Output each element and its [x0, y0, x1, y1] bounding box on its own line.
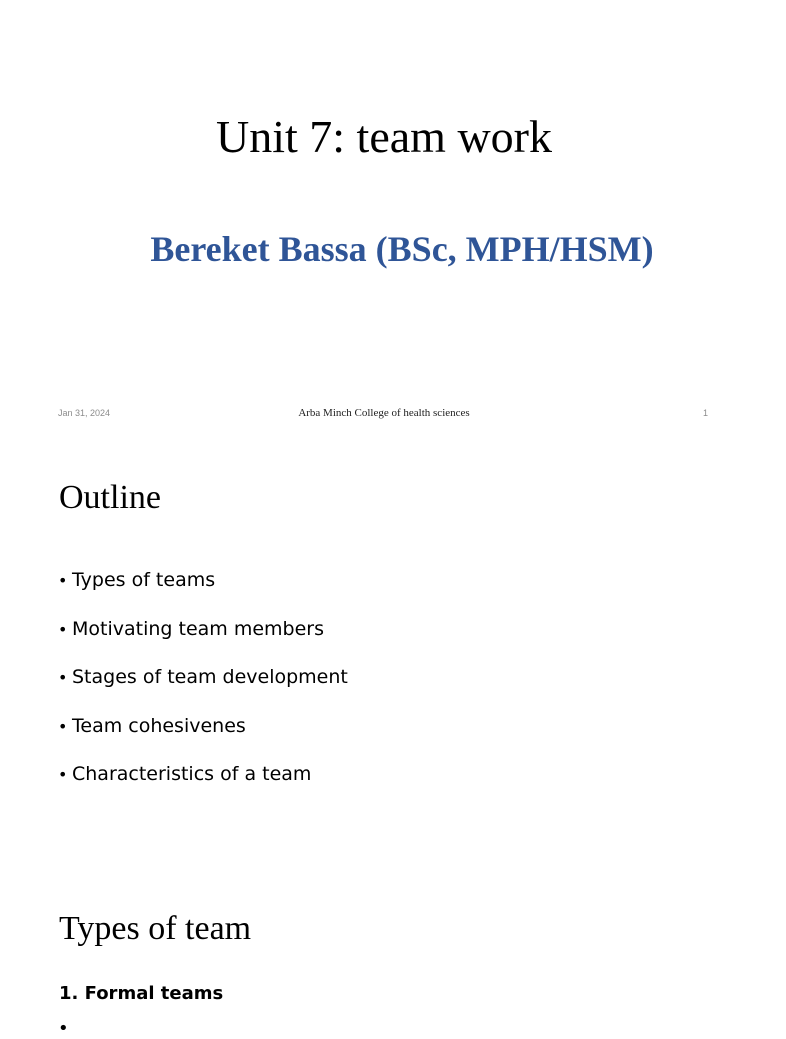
list-item-text: Motivating team members	[72, 617, 325, 640]
bullet-icon: •	[58, 765, 68, 784]
presenter-name: Bereket Bassa (BSc, MPH/HSM)	[150, 229, 654, 269]
footer-date: Jan 31, 2024	[58, 408, 111, 418]
truncated-line	[58, 1018, 69, 1039]
footer-page-number: 1	[703, 408, 709, 418]
bullet-icon: •	[58, 619, 68, 639]
list-item-text: Types of teams	[72, 569, 216, 591]
slide-title	[0, 0, 768, 432]
slide-types-of-team	[0, 872, 768, 1039]
list-item	[58, 661, 348, 710]
outline-heading: Outline	[59, 479, 161, 516]
footer-institution: Arba Minch College of health sciences	[298, 407, 470, 419]
list-item-text: Team cohesivenes	[72, 714, 246, 737]
types-heading: Types of team	[59, 910, 252, 947]
slide-title-heading: Unit 7: team work	[216, 111, 552, 162]
bullet-icon: •	[58, 571, 68, 590]
list-item	[58, 613, 348, 662]
section-formal-teams: 1. Formal teams	[59, 983, 224, 1004]
bullet-icon: •	[58, 668, 68, 687]
bullet-icon: •	[58, 1018, 69, 1039]
outline-list	[58, 564, 348, 807]
slide-outline	[0, 436, 768, 868]
list-item	[58, 564, 348, 613]
list-item-text: Stages of team development	[72, 666, 348, 688]
list-item	[58, 758, 348, 807]
list-item	[58, 710, 348, 759]
list-item-text: Characteristics of a team	[72, 763, 312, 785]
bullet-icon: •	[58, 716, 68, 736]
